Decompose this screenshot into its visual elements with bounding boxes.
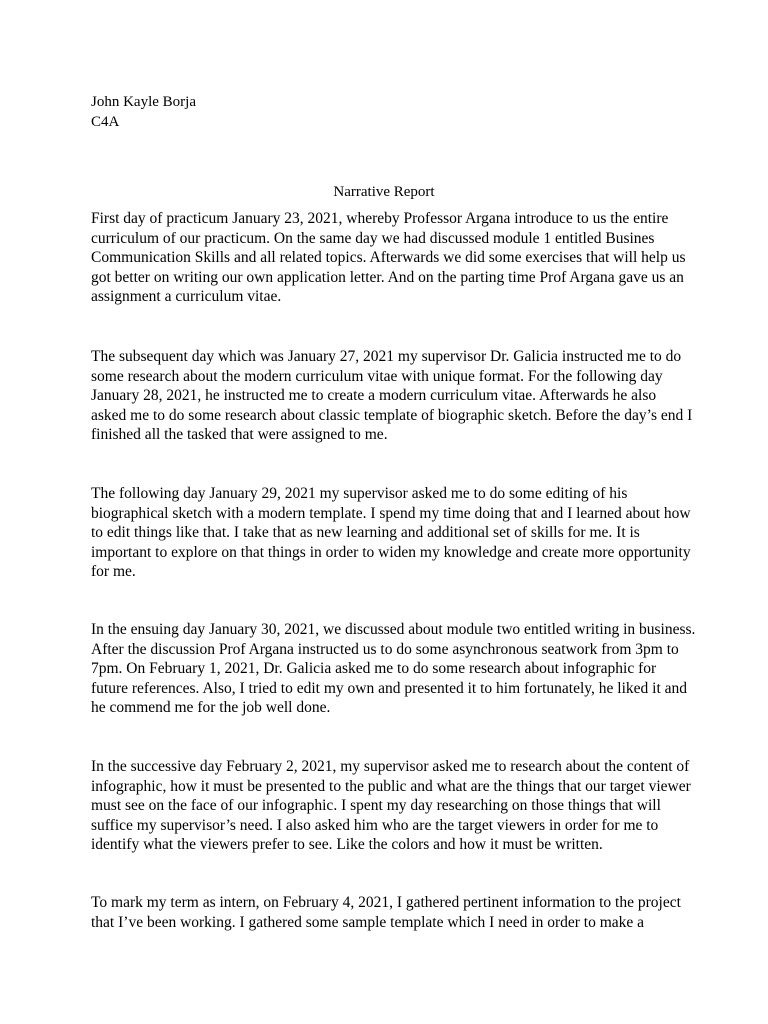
text-line: curriculum of our practicum. On the same day we had discussed module 1 entitled Busines bbox=[91, 229, 655, 247]
text-line: must see on the face of our infographic. I spent my day researching on those things that will bbox=[91, 797, 661, 815]
text-line: future references. Also, I tried to edit my own and presented it to him fortunately, he liked it and bbox=[91, 679, 688, 697]
text-line: identify what the viewers prefer to see. Like the colors and how it must be written. bbox=[91, 836, 603, 854]
text-line: important to explore on that things in order to widen my knowledge and create more opportunity bbox=[91, 543, 691, 561]
page-title: Narrative Report bbox=[333, 184, 435, 200]
paragraph-4 bbox=[91, 620, 696, 718]
paragraph-1 bbox=[91, 209, 691, 307]
text-line: In the ensuing day January 30, 2021, we discussed about module two entitled writing in business. bbox=[91, 621, 696, 638]
text-line: infographic, how it must be presented to the public and what are the things that our target viewer bbox=[91, 777, 691, 795]
text-line: finished all the tasked that were assigned to me. bbox=[91, 426, 388, 444]
text-line: To mark my term as intern, on February 4, 2021, I gathered pertinent information to the project bbox=[91, 894, 681, 911]
text-line: assignment a curriculum vitae. bbox=[91, 288, 282, 306]
paragraph-5 bbox=[91, 757, 691, 855]
text-line: biographical sketch with a modern template. I spend my time doing that and I learned about how bbox=[91, 504, 691, 522]
text-line: The following day January 29, 2021 my supervisor asked me to do some editing of his bbox=[91, 485, 628, 502]
paragraph-3 bbox=[91, 484, 691, 582]
text-line: 7pm. On February 1, 2021, Dr. Galicia asked me to do some research about infographic for bbox=[91, 660, 657, 678]
text-line: asked me to do some research about classic template of biographic sketch. Before the day’s end I bbox=[91, 406, 693, 424]
text-line: Communication Skills and all related topics. Afterwards we did some exercises that will help us bbox=[91, 249, 686, 267]
text-line: In the successive day February 2, 2021, my supervisor asked me to research about the content of bbox=[91, 758, 690, 775]
author-name: John Kayle Borja bbox=[91, 94, 196, 110]
text-line: First day of practicum January 23, 2021, whereby Professor Argana introduce to us the entire bbox=[91, 210, 669, 227]
paragraph-6 bbox=[91, 893, 691, 932]
text-line: January 28, 2021, he instructed me to create a modern curriculum vitae. Afterwards he also bbox=[91, 387, 657, 405]
text-line: he commend me for the job well done. bbox=[91, 699, 331, 717]
text-line: to edit things like that. I take that as new learning and additional set of skills for me. It is bbox=[91, 524, 640, 542]
text-line: for me. bbox=[91, 563, 136, 581]
text-line: that I’ve been working. I gathered some sample template which I need in order to make a bbox=[91, 913, 645, 931]
text-line: After the discussion Prof Argana instructed us to do some asynchronous seatwork from 3pm to bbox=[91, 640, 679, 658]
text-line: The subsequent day which was January 27, 2021 my supervisor Dr. Galicia instructed me to do bbox=[91, 348, 682, 365]
section-code: C4A bbox=[91, 114, 120, 130]
document-header bbox=[91, 92, 196, 132]
paragraph-2 bbox=[91, 347, 691, 445]
text-line: suffice my supervisor’s need. I also asked him who are the target viewers in order for me to bbox=[91, 816, 659, 834]
text-line: some research about the modern curriculum vitae with unique format. For the following day bbox=[91, 367, 663, 385]
text-line: got better on writing our own application letter. And on the parting time Prof Argana gave us an bbox=[91, 268, 684, 286]
